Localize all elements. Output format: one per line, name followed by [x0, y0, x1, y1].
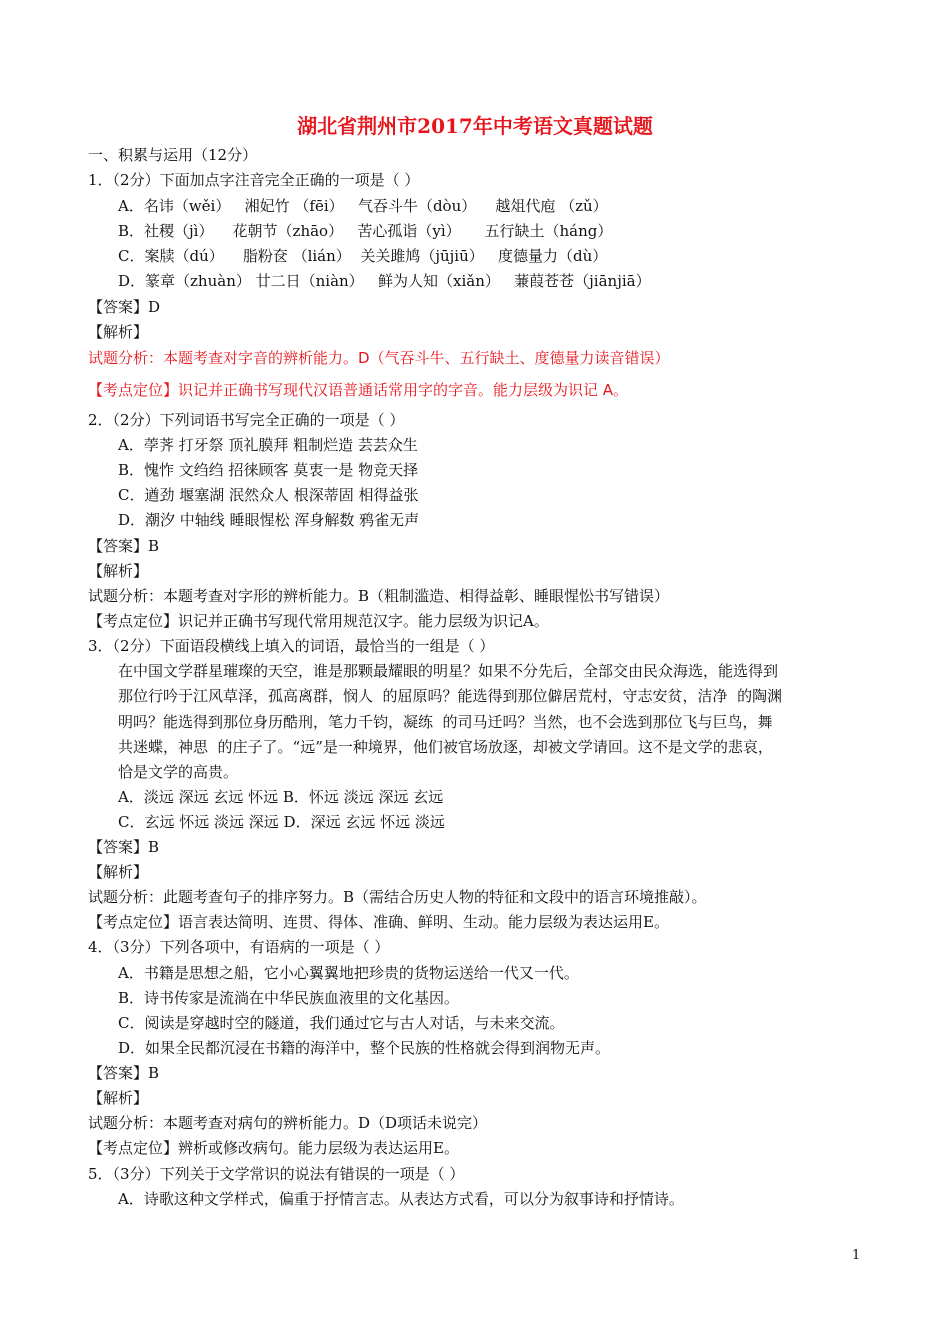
document-title: 湖北省荆州市2017年中考语文真题试题 — [297, 114, 653, 138]
q1-option-c: C．案牍（dú） 脂粉奁 （lián） 关关雎鸠（jūjiū） 度德量力（dù） — [118, 247, 608, 265]
q4-option-c: C．阅读是穿越时空的隧道，我们通过它与古人对话，与未来交流。 — [118, 1014, 565, 1032]
q3-options-ab: A．淡远 深远 玄远 怀远 B．怀远 淡远 深远 玄远 — [118, 788, 444, 806]
q2-option-b: B．愧怍 文绉绉 招徕顾客 莫衷一是 物竞天择 — [118, 461, 419, 479]
q1-option-d: D．篆章（zhuàn） 廿二日（niàn） 鲜为人知（xiǎn） 蒹葭苍苍（jiānjiā） — [118, 272, 651, 290]
q5-option-a: A．诗歌这种文学样式，偏重于抒情言志。从表达方式看，可以分为叙事诗和抒情诗。 — [118, 1190, 684, 1208]
q3-passage-line: 在中国文学群星璀璨的天空，谁是那颗最耀眼的明星？如果不分先后，全部交由民众海选，能选得到 — [118, 662, 779, 680]
q4-answer: 【答案】B — [88, 1064, 160, 1082]
q3-passage-line: 恰是文学的高贵。 — [118, 763, 239, 781]
q2-option-c: C．遒劲 堰塞湖 泯然众人 根深蒂固 相得益张 — [118, 486, 419, 504]
page-number: 1 — [852, 1248, 861, 1263]
q2-jiexi: 【解析】 — [88, 562, 149, 580]
q3-jiexi: 【解析】 — [88, 863, 149, 881]
q3-analysis: 试题分析：此题考查句子的排序努力。B（需结合历史人物的特征和文段中的语言环境推敲）。 — [88, 888, 707, 906]
section-heading: 一、积累与运用（12分） — [88, 146, 258, 164]
q2-analysis: 试题分析：本题考查对字形的辨析能力。B（粗制滥造、相得益彰、睡眼惺忪书写错误） — [88, 587, 670, 605]
q4-kaodian: 【考点定位】辨析或修改病句。能力层级为表达运用E。 — [88, 1139, 459, 1157]
q1-jiexi: 【解析】 — [88, 323, 149, 341]
q4-jiexi: 【解析】 — [88, 1089, 149, 1107]
q2-option-a: A．荸荠 打牙祭 顶礼膜拜 粗制烂造 芸芸众生 — [118, 436, 418, 454]
q3-options-cd: C．玄远 怀远 淡远 深远 D．深远 玄远 怀远 淡远 — [118, 813, 445, 831]
q1-stem: 1．（2分）下面加点字注音完全正确的一项是（ ） — [88, 171, 420, 189]
q3-kaodian: 【考点定位】语言表达简明、连贯、得体、准确、鲜明、生动。能力层级为表达运用E。 — [88, 913, 669, 931]
q1-option-a: A．名讳（wěi） 湘妃竹 （fēi） 气吞斗牛（dòu） 越俎代庖 （zǔ） — [118, 197, 608, 215]
q3-answer: 【答案】B — [88, 838, 160, 856]
q4-option-d: D．如果全民都沉浸在书籍的海洋中，整个民族的性格就会得到润物无声。 — [118, 1039, 611, 1057]
q2-kaodian: 【考点定位】识记并正确书写现代常用规范汉字。能力层级为识记A。 — [88, 612, 549, 630]
q4-analysis: 试题分析：本题考查对病句的辨析能力。D（D项话未说完） — [88, 1114, 488, 1132]
q1-analysis: 试题分析：本题考查对字音的辨析能力。D（气吞斗牛、五行缺土、度德量力读音错误） — [88, 349, 670, 367]
q2-answer: 【答案】B — [88, 537, 160, 555]
q4-stem: 4．（3分）下列各项中，有语病的一项是（ ） — [88, 938, 390, 956]
q5-stem: 5．（3分）下列关于文学常识的说法有错误的一项是（ ） — [88, 1165, 465, 1183]
q1-kaodian: 【考点定位】识记并正确书写现代汉语普通话常用字的字音。能力层级为识记 A。 — [88, 381, 629, 399]
q4-option-a: A．书籍是思想之船，它小心翼翼地把珍贵的货物运送给一代又一代。 — [118, 964, 579, 982]
q3-passage-line: 明吗？能选得到那位身历酷刑，笔力千钧，凝练 的司马迁吗？当然，也不会选到那位飞与巨鸟，舞 — [118, 713, 773, 731]
q1-answer: 【答案】D — [88, 298, 161, 316]
q1-option-b: B．社稷（jì） 花朝节（zhāo） 苦心孤诣（yì） 五行缺土（háng） — [118, 222, 613, 240]
q3-passage-line: 那位行吟于江风草泽，孤高离群，悯人 的屈原吗？能选得到那位僻居荒村，守志安贫，洁净 的陶渊 — [118, 687, 783, 705]
q4-option-b: B．诗书传家是流淌在中华民族血液里的文化基因。 — [118, 989, 460, 1007]
q3-stem: 3．（2分）下面语段横线上填入的词语，最恰当的一组是（ ） — [88, 637, 495, 655]
q3-passage-line: 共迷蝶，神思 的庄子了。“远”是一种境界，他们被官场放逐，却被文学请回。这不是文学的悲哀， — [118, 738, 773, 756]
q2-option-d: D．潮汐 中轴线 睡眼惺松 浑身解数 鸦雀无声 — [118, 511, 420, 529]
q2-stem: 2．（2分）下列词语书写完全正确的一项是（ ） — [88, 411, 405, 429]
